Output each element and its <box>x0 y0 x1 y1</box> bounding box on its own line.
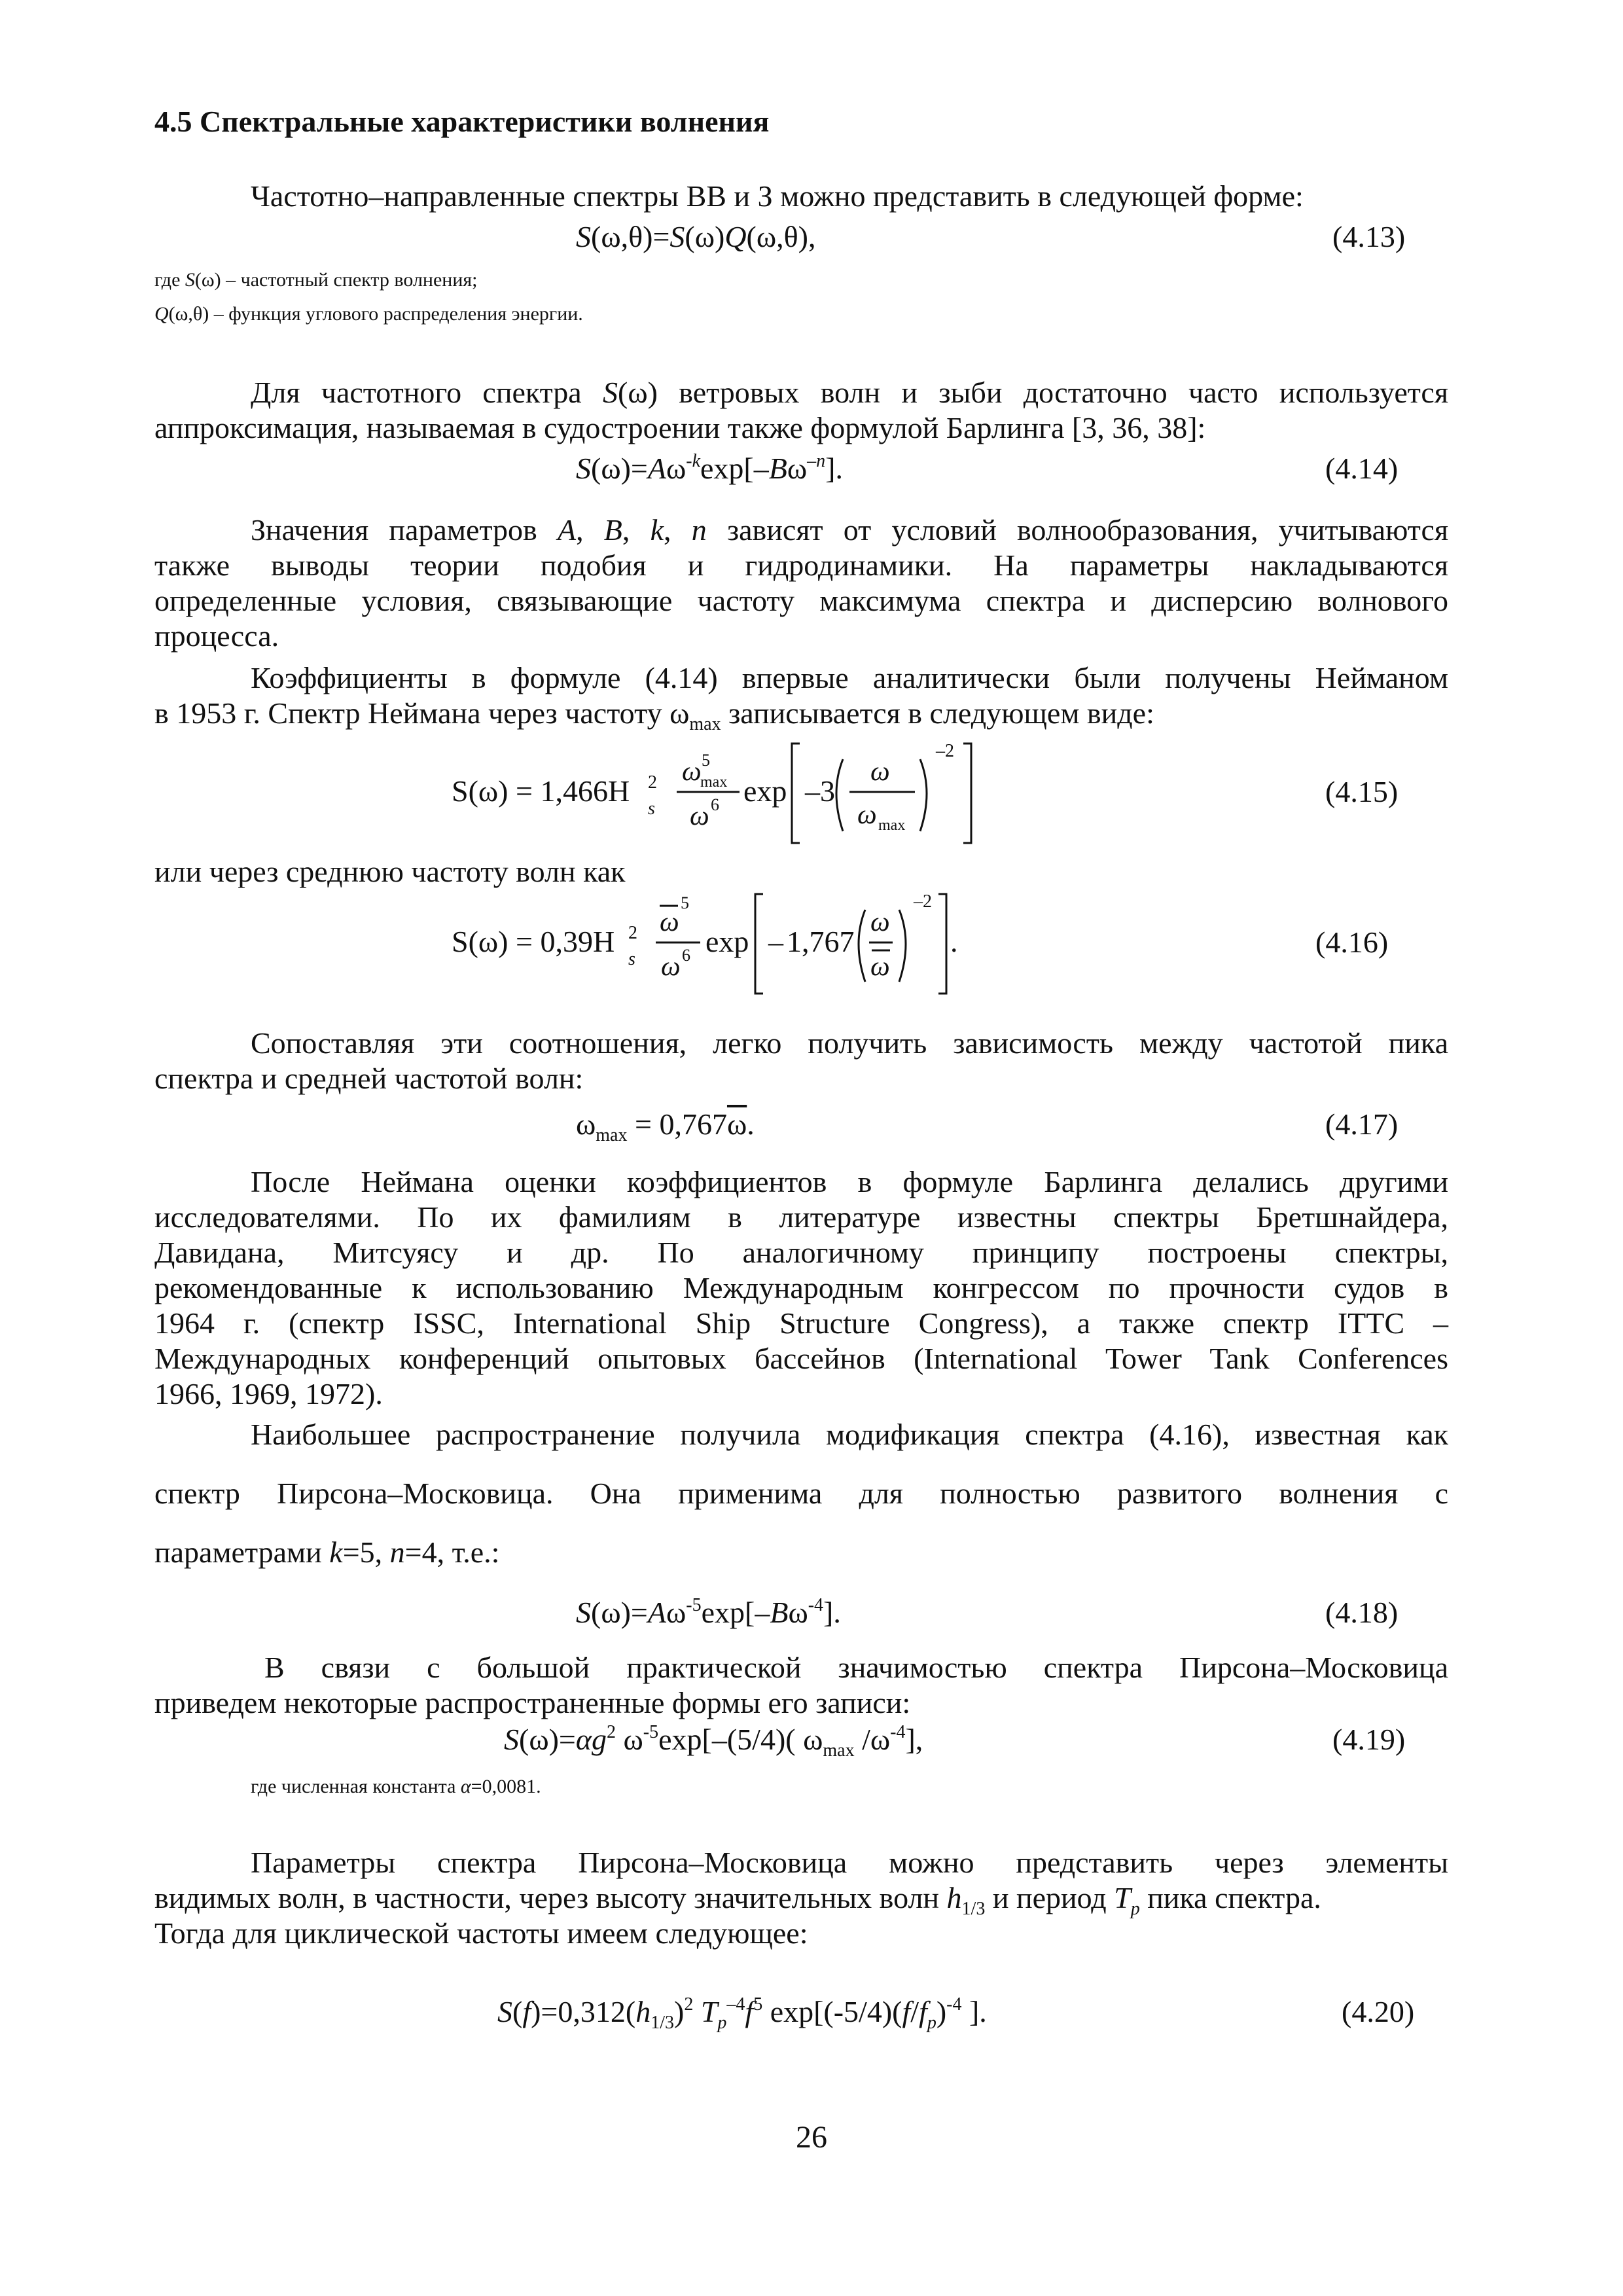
equation-4-19: $S(\omega)=\alpha g^2$ $\omega^{-5}\exp[-(5/4)$( $\omega_{max}$ $/\omega^{-4}$], <box>504 1722 923 1761</box>
equation-superscript: 6 <box>682 946 690 965</box>
equation-numerator: ω <box>682 757 702 787</box>
paragraph-line: Параметры спектра Пирсона–Московица можно представить через элементы <box>251 1846 1448 1879</box>
paragraph-line: параметрами k=5, n=4, т.е.: <box>154 1535 500 1569</box>
paragraph-line: определенные условия, связывающие частоту максимума спектра и дисперсию волнового <box>154 584 1448 617</box>
equation-4-13: S(ω,θ)=S(ω)Q(ω,θ), <box>576 220 816 253</box>
paragraph-line: спектр Пирсона–Московица. Она применима для полностью развитого волнения с <box>154 1477 1448 1510</box>
equation-subscript: s <box>648 798 655 819</box>
equation-4-15 <box>452 733 1041 851</box>
paragraph-line: Тогда для циклической частоты имеем следующее: <box>154 1916 808 1950</box>
equation-superscript: –2 <box>936 741 954 761</box>
bracket-right <box>963 744 971 843</box>
paren-left <box>859 910 865 982</box>
paragraph-line: 1966, 1969, 1972). <box>154 1377 383 1410</box>
equation-function: exp <box>743 774 787 808</box>
bracket-right <box>938 894 946 994</box>
paragraph-line: Частотно–направленные спектры ВВ и З можно представить в следующей форме: <box>251 179 1304 213</box>
equation-number: (4.20) <box>1342 1995 1415 2028</box>
paragraph-line: 1964 г. (спектр ISSC, International Ship Structure Congress), а также спектр ITTC – <box>154 1306 1448 1340</box>
section-title: 4.5 Спектральные характеристики волнения <box>154 105 770 138</box>
paragraph-line: процесса. <box>154 619 279 653</box>
equation-number: (4.15) <box>1325 775 1399 808</box>
definition-line: Q(ω,θ) – функция углового распределения энергии. <box>154 303 583 325</box>
definition-line: где численная константа α=0,0081. <box>251 1776 541 1797</box>
equation-denominator: ω <box>857 800 877 830</box>
equation-constant: 1,767 <box>787 925 855 958</box>
equation-superscript: 6 <box>711 795 719 814</box>
equation-4-14: $S(\omega)=A\omega^{-k}\exp[-B\omega^{-n}]$. <box>576 451 843 485</box>
paren-right <box>899 910 906 982</box>
paren-right <box>920 759 927 831</box>
paragraph-line: также выводы теории подобия и гидродинамики. На параметры накладываются <box>154 548 1448 582</box>
paragraph-line: В связи с большой практической значимостью спектра Пирсона–Московица <box>264 1651 1448 1684</box>
paragraph-line: или через среднюю частоту волн как <box>154 855 626 888</box>
paragraph-line: Коэффициенты в формуле (4.14) впервые аналитически были получены Нейманом <box>251 661 1448 694</box>
equation-denominator: ω <box>661 952 681 982</box>
bracket-left <box>792 744 800 843</box>
paren-left <box>836 759 843 831</box>
paragraph-line: Для частотного спектра S(ω) ветровых волн и зыби достаточно часто используется <box>251 376 1448 409</box>
equation-superscript: –2 <box>914 891 932 912</box>
equation-subscript: max <box>700 774 728 791</box>
equation-number: (4.18) <box>1325 1596 1399 1629</box>
equation-number: (4.19) <box>1332 1723 1406 1756</box>
paragraph-line: исследователями. По их фамилиям в литературе известны спектры Бретшнайдера, <box>154 1200 1448 1234</box>
equation-numerator: ω <box>870 907 890 937</box>
equation-coefficient: S(ω) = 0,39H <box>452 925 615 958</box>
equation-number: (4.16) <box>1315 925 1389 959</box>
equation-subscript: s <box>628 949 635 969</box>
paragraph-line: Сопоставляя эти соотношения, легко получить зависимость между частотой пика <box>251 1026 1448 1060</box>
equation-period: . <box>950 925 958 958</box>
definition-line: где S(ω) – частотный спектр волнения; <box>154 269 478 291</box>
equation-term: – <box>768 925 783 958</box>
paragraph-line: Наибольшее распространение получила модификация спектра (4.16), известная как <box>251 1418 1448 1451</box>
paragraph-line: аппроксимация, называемая в судостроении также формулой Барлинга [3, 36, 38]: <box>154 411 1206 444</box>
equation-numerator: ω <box>660 907 679 937</box>
equation-subscript: max <box>878 817 906 834</box>
equation-term: –3 <box>805 774 835 808</box>
equation-coefficient: S(ω) = 1,466H <box>452 774 630 808</box>
equation-number: (4.14) <box>1325 452 1399 485</box>
bracket-left <box>755 894 763 994</box>
paragraph-line: видимых волн, в частности, через высоту значительных волн $h_{1/3}$ и период $T_p$ пика спектра. <box>154 1881 1321 1919</box>
paragraph-line: приведем некоторые распространенные формы его записи: <box>154 1686 911 1719</box>
equation-number: (4.13) <box>1332 220 1406 253</box>
paragraph-line: После Неймана оценки коэффициентов в формуле Барлинга делались другими <box>251 1165 1448 1198</box>
equation-number: (4.17) <box>1325 1107 1399 1141</box>
equation-4-18: $S(\omega)=A\omega^{-5}\exp[-B\omega^{-4}]$. <box>576 1595 841 1629</box>
equation-denominator: ω <box>870 952 890 982</box>
equation-4-16 <box>452 884 1041 1001</box>
equation-superscript: 2 <box>648 772 657 793</box>
paragraph-line: спектра и средней частотой волн: <box>154 1062 584 1095</box>
equation-4-20: $S(f)=0,312(h_{1/3})^2$ $T_p^{-4}f^5$ $\exp[(-5/4)(f/f_p)^{-4}$ ]. <box>497 1994 987 2033</box>
equation-function: exp <box>705 925 749 958</box>
equation-superscript: 2 <box>628 923 637 943</box>
equation-superscript: 5 <box>681 893 689 912</box>
paragraph-line: рекомендованные к использованию Международным конгрессом по прочности судов в <box>154 1271 1448 1304</box>
equation-numerator: ω <box>870 757 890 787</box>
paragraph-line: Значения параметров A, B, k, n зависят от условий волнообразования, учитываются <box>251 513 1449 547</box>
paragraph-line: Международных конференций опытовых бассейнов (International Tower Tank Conferences <box>154 1342 1448 1375</box>
paragraph-line: Давидана, Митсуясу и др. По аналогичному принципу построены спектры, <box>154 1236 1448 1269</box>
equation-superscript: 5 <box>702 751 710 770</box>
paragraph-line: в 1953 г. Спектр Неймана через частоту $\omega_{max}$ записывается в следующем виде: <box>154 696 1154 734</box>
page-number: 26 <box>796 2120 827 2155</box>
equation-denominator: ω <box>690 801 709 831</box>
equation-4-17: $\omega_{max} = 0,767\overline{\omega}$. <box>576 1107 755 1145</box>
